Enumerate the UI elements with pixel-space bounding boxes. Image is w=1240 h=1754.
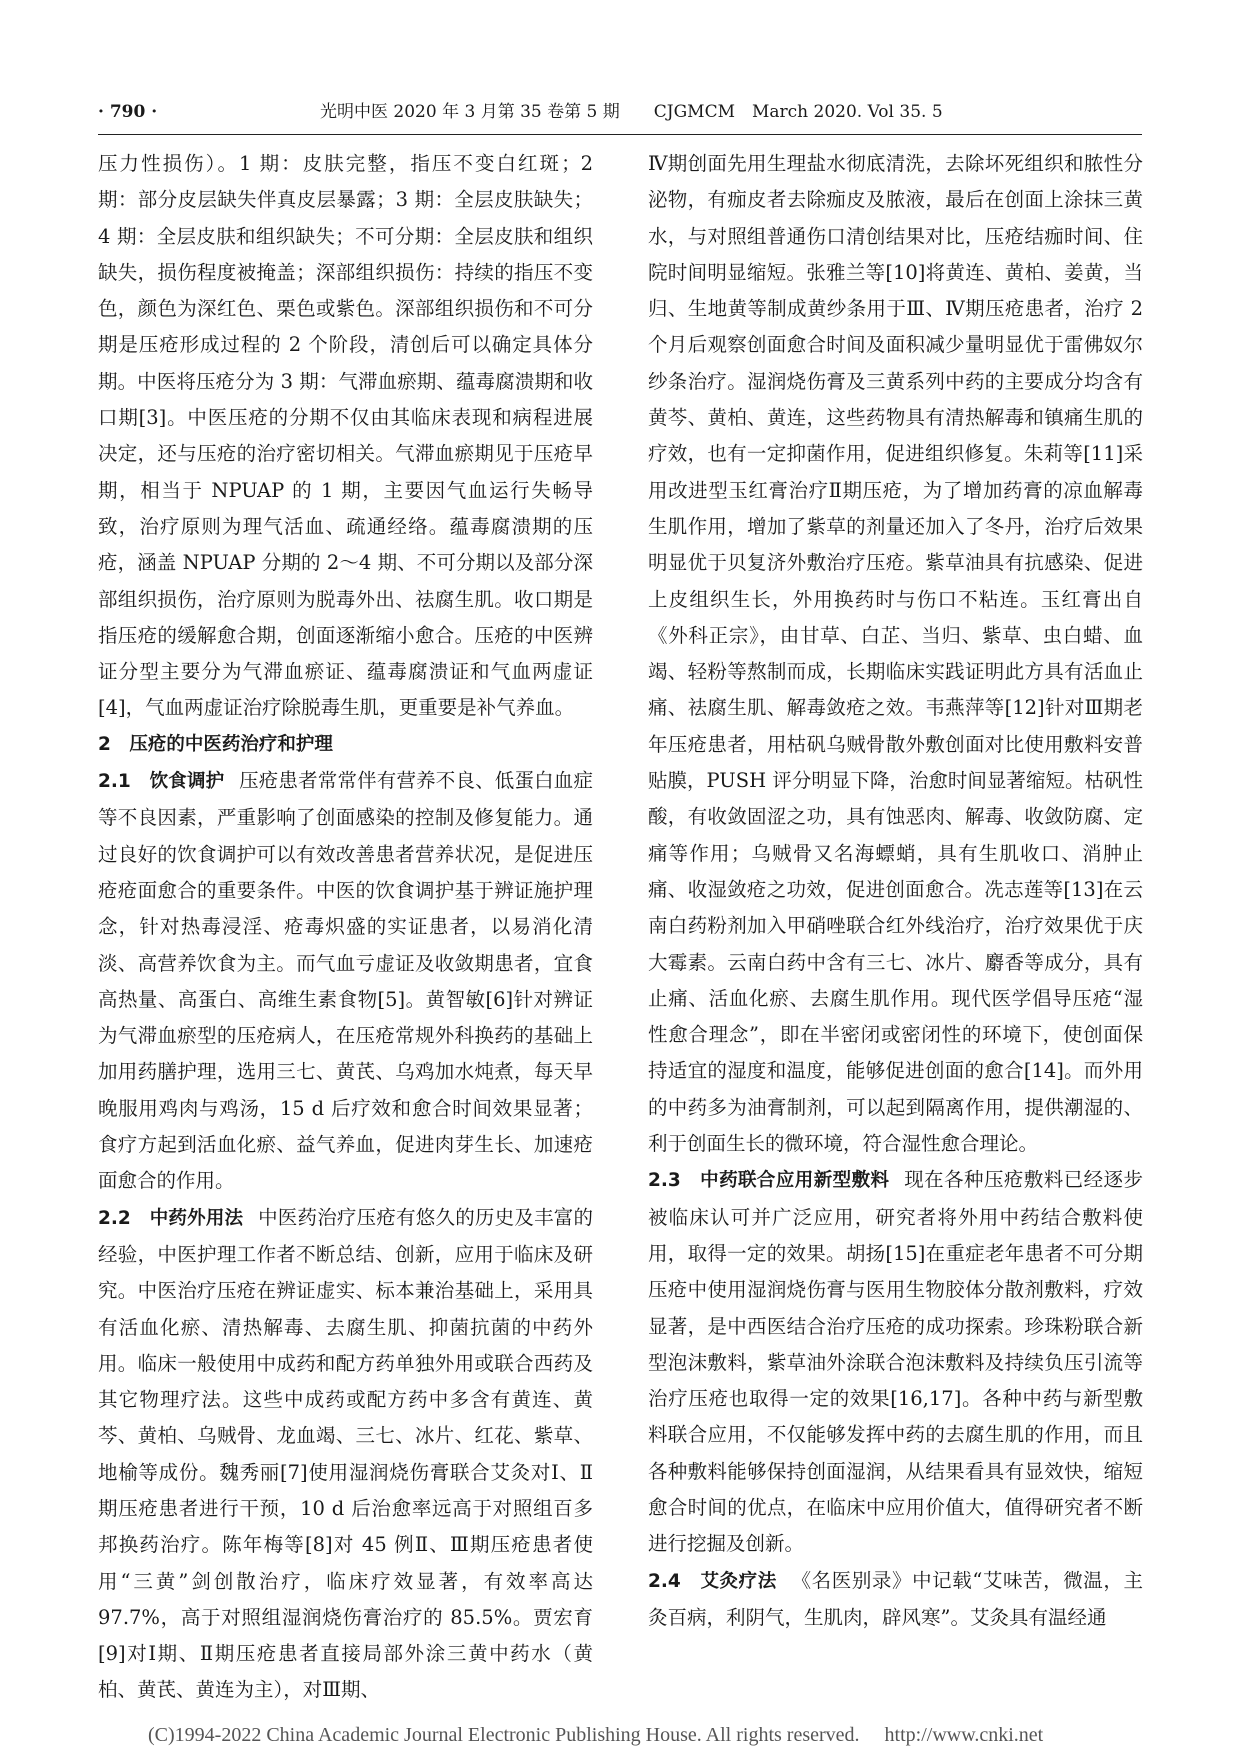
paragraph-continued: Ⅳ期创面先用生理盐水彻底清洗，去除坏死组织和脓性分泌物，有痂皮者去除痂皮及脓液，最后在创面上涂抹三黄水，与对照组普通伤口清创结果对比，压疮结痂时间、住院时间明显缩短。张雅兰等[10]将黄连、黄柏、姜黄，当归、生地黄等制成黄纱条用于Ⅲ、Ⅳ期压疮患者，治疗 2 个月后观察创面愈合时间及面积减少量明显优于雷佛奴尔纱条治疗。湿润烧伤膏及三黄系列中药的主要成分均含有黄芩、黄柏、黄连，这些药物具有清热解毒和镇痛生肌的疗效，也有一定抑菌作用，促进组织修复。朱莉等[11]采用改进型玉红膏治疗Ⅱ期压疮，为了增加药膏的凉血解毒生肌作用，增加了紫草的剂量还加入了冬丹，治疗后效果明显优于贝复济外敷治疗压疮。紫草油具有抗感染、促进上皮组织生长，外用换药时与伤口不粘连。玉红膏出自《外科正宗》，由甘草、白芷、当归、紫草、虫白蜡、血竭、轻粉等熬制而成，长期临床实践证明此方具有活血止痛、祛腐生肌、解毒敛疮之效。韦燕萍等[12]针对Ⅲ期老年压疮患者，用枯矾乌贼骨散外敷创面对比使用敷料安普贴膜，PUSH 评分明显下降，治愈时间显著缩短。枯矾性酸，有收敛固涩之功，具有蚀恶肉、解毒、收敛防腐、定痛等作用；乌贼骨又名海螵蛸，具有生肌收口、消肿止痛、收湿敛疮之功效，促进创面愈合。冼志莲等[13]在云南白药粉剂加入甲硝唑联合红外线治疗，治疗效果优于庆大霉素。云南白药中含有三七、冰片、麝香等成分，具有止痛、活血化瘀、去腐生肌作用。现代医学倡导压疮“湿性愈合理念”，即在半密闭或密闭性的环境下，使创面保持适宜的湿度和温度，能够促进创面的愈合[14]。而外用的中药多为油膏制剂，可以起到隔离作用，提供潮湿的、利于创面生长的微环境，符合湿性愈合理论。 (648, 152, 1143, 1156)
section-2-1-text: 压疮患者常常伴有营养不良、低蛋白血症等不良因素，严重影响了创面感染的控制及修复能力。通过良好的饮食调护可以有效改善患者营养状况，是促进压疮疮面愈合的重要条件。中医的饮食调护基于辨证施护理念，针对热毒浸淫、疮毒炽盛的实证患者，以易消化清淡、高营养饮食为主。而气血亏虚证及收敛期患者，宜食高热量、高蛋白、高维生素食物[5]。黄智敏[6]针对辨证为气滞血瘀型的压疮病人，在压疮常规外科换药的基础上加用药膳护理，选用三七、黄芪、乌鸡加水炖煮，每天早晚服用鸡肉与鸡汤，15 d 后疗效和愈合时间效果显著；食疗方起到活血化瘀、益气养血，促进肉芽生长、加速疮面愈合的作用。 (98, 769, 593, 1193)
page-number: · 790 · (98, 102, 158, 122)
section-2-2-heading: 2.2 中药外用法 (98, 1207, 244, 1229)
paragraph-staging: 压力性损伤）。1 期：皮肤完整，指压不变白红斑；2 期：部分皮层缺失伴真皮层暴露；3 期：全层皮肤缺失；4 期：全层皮肤和组织缺失；不可分期：全层皮肤和组织缺失，损伤程度被掩盖；深部组织损伤：持续的指压不变色，颜色为深红色、栗色或紫色。深部组织损伤和不可分期是压疮形成过程的 2 个阶段，清创后可以确定具体分期。中医将压疮分为 3 期：气滞血瘀期、蕴毒腐溃期和收口期[3]。中医压疮的分期不仅由其临床表现和病程进展决定，还与压疮的治疗密切相关。气滞血瘀期见于压疮早期，相当于 NPUAP 的 1 期，主要因气血运行失畅导致，治疗原则为理气活血、疏通经络。蕴毒腐溃期的压疮，涵盖 NPUAP 分期的 2～4 期、不可分期以及部分深部组织损伤，治疗原则为脱毒外出、祛腐生肌。收口期是指压疮的缓解愈合期，创面逐渐缩小愈合。压疮的中医辨证分型主要分为气滞血瘀证、蕴毒腐溃证和气血两虚证[4]，气血两虚证治疗除脱毒生肌，更重要是补气养血。 (98, 152, 593, 720)
right-column (648, 146, 1143, 1711)
section-2-4 (648, 1563, 1143, 1637)
journal-info: 光明中医 2020 年 3 月第 35 卷第 5 期 CJGMCM March 2020. Vol 35. 5 (320, 102, 943, 122)
section-2-3 (648, 1162, 1143, 1562)
section-2-1 (98, 763, 593, 1200)
section-2-3-text: 现在各种压疮敷料已经逐步被临床认可并广泛应用，研究者将外用中药结合敷料使用，取得一定的效果。胡扬[15]在重症老年患者不可分期压疮中使用湿润烧伤膏与医用生物胶体分散剂敷料，疗效显著，是中西医结合治疗压疮的成功探索。珍珠粉联合新型泡沫敷料，紫草油外涂联合泡沫敷料及持续负压引流等治疗压疮也取得一定的效果[16,17]。各种中药与新型敷料联合应用，不仅能够发挥中药的去腐生肌的作用，而且各种敷料能够保持创面湿润，从结果看具有显效快，缩短愈合时间的优点，在临床中应用价值大，值得研究者不断进行挖掘及创新。 (648, 1168, 1143, 1556)
running-header (98, 98, 1142, 135)
section-2-1-heading: 2.1 饮食调护 (98, 771, 225, 793)
section-2-2 (98, 1200, 593, 1709)
section-2-2-text: 中医药治疗压疮有悠久的历史及丰富的经验，中医护理工作者不断总结、创新，应用于临床及研究。中医治疗压疮在辨证虚实、标本兼治基础上，采用具有活血化瘀、清热解毒、去腐生肌、抑菌抗菌的中药外用。临床一般使用中成药和配方药单独外用或联合西药及其它物理疗法。这些中成药或配方药中多含有黄连、黄芩、黄柏、乌贼骨、龙血竭、三七、冰片、红花、紫草、地榆等成份。魏秀丽[7]使用湿润烧伤膏联合艾灸对Ⅰ、Ⅱ期压疮患者进行干预，10 d 后治愈率远高于对照组百多邦换药治疗。陈年梅等[8]对 45 例Ⅱ、Ⅲ期压疮患者使用“三黄”剑创散治疗，临床疗效显著，有效率高达 97.7%，高于对照组湿润烧伤膏治疗的 85.5%。贾宏育[9]对Ⅰ期、Ⅱ期压疮患者直接局部外涂三黄中药水（黄柏、黄芪、黄连为主），对Ⅲ期、 (98, 1205, 593, 1702)
section-2-4-heading: 2.4 艾灸疗法 (648, 1570, 777, 1592)
section-2-3-heading: 2.3 中药联合应用新型敷料 (648, 1170, 890, 1192)
section-2-heading: 2 压疮的中医药治疗和护理 (98, 733, 333, 755)
copyright-footer: (C)1994-2022 China Academic Journal Electronic Publishing House. All rights reserved. http://www.cnki.net (148, 1724, 1044, 1746)
section-2-4-text: 《名医别录》中记载“艾味苦，微温，主灸百病，利阴气，生肌肉，辟风寒”。艾灸具有温经通 (648, 1568, 1143, 1629)
left-column (98, 146, 593, 1711)
